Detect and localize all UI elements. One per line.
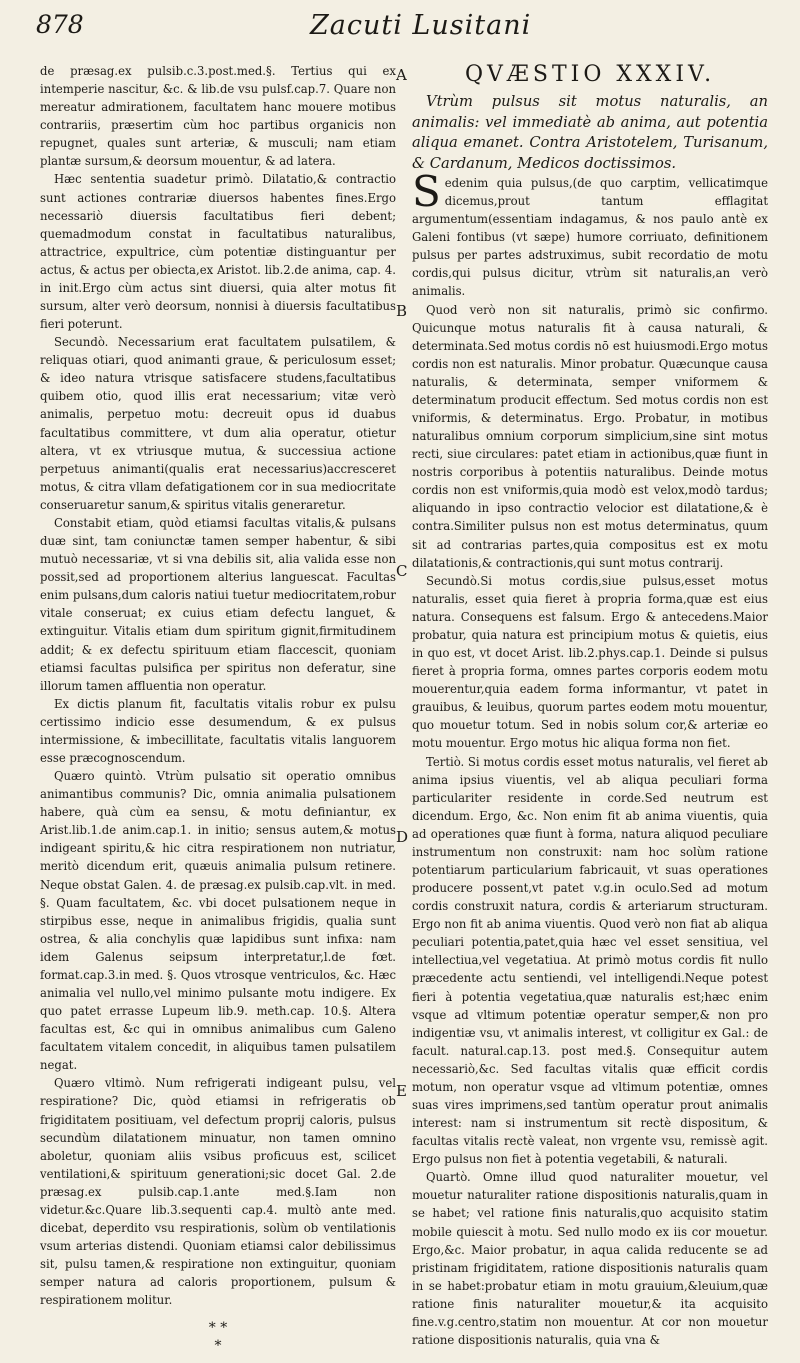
paragraph: Hæc sententia suadetur primò. Dilatatio,& contractio sunt actiones contrariæ diuersos habentes fines.Ergo necessariò diuersis facultatibus fieri debent; quemadmodum constat in facultatibus naturalibus, attractrice, expultrice, cùm potentiæ distinguantur per actus, & actus per obiecta,ex Aristot. lib.2.de anima, cap. 4. in init.Ergo cùm actus sint diuersi, quia alter motus fit sursum, alter verò deorsum, nonnisi à diuersis facultatibus fieri poterunt. (40, 172, 396, 332)
running-title: Zacuti Lusitani (310, 10, 532, 41)
ornament-stars: * * (208, 1320, 228, 1337)
margin-letter-d: D (396, 828, 409, 846)
running-head (0, 6, 800, 52)
ornament-star: * (214, 1338, 222, 1355)
right-column (412, 62, 768, 1349)
paragraph: Quartò. Omne illud quod naturaliter mouetur, vel mouetur naturaliter ratione dispositionis naturalis,quam in se habet; vel ratione finis naturalis,quo acquisito statim mobile quiescit à motu. Sed nullo modo ex iis cor mouetur. Ergo,&c. Maior probatur, in aqua calida reducente se ad pristinam frigiditatem, ratione dispositionis naturalis quam in se habet:probatur etiam in motu grauium,&leuium,quæ ratione finis naturaliter mouetur,& ita acquisito fine.v.g.centro,statim non mouentur. At cor non mouetur ratione dispositionis naturalis, quia vna & (412, 1170, 768, 1347)
paragraph: de præsag.ex pulsib.c.3.post.med.§. Tertius qui ex intemperie nascitur, &c. & lib.de vsu pulsf.cap.7. Quare non mereatur admirationem, facultatem hanc mouere motibus contrariis, præsertim cùm hoc partibus organicis non repugnet, quales sunt arteriæ, & musculi; nam etiam plantæ sursum,& deorsum mouentur, & ad latera. (40, 64, 396, 169)
paragraph: Ex dictis planum fit, facultatis vitalis robur ex pulsu certissimo indicio esse desumendum, & ex pulsus intermissione, & imbecillitate, facultatis vitalis languorem esse præcognoscendum. (40, 696, 396, 765)
question-rubric: Vtrùm pulsus sit motus naturalis, an animalis: vel immediatè ab anima, aut potentia aliqua emanet. Contra Aristotelem, Turisanum, & Cardanum, Medicos doctissimos. (412, 93, 768, 172)
opening-paragraph (412, 167, 768, 301)
paragraph: Secundò. Necessarium erat facultatem pulsatilem, & reliquas otiari, quod animanti graue, & periculosum esset; & ideo natura vtrisque satisfacere studens,facultatibus quibem otio, quod illis erat necessarium; vitæ verò animalis, perpetuo motu: decreuit opus id duabus facultatibus committere, vt dum alia operatur, otietur altera, vt ex vtriusque mutua, & successiua actione perpetuus animanti(qualis erat necessarius)accresceret motus, & citra vllam defatigationem cor in sua mediocritate conseruaretur sanum,& spiritus vitalis generaretur. (40, 335, 396, 512)
end-ornament (40, 1319, 396, 1355)
margin-letter-c: C (396, 562, 408, 580)
paragraph: Quæro quintò. Vtrùm pulsatio sit operatio omnibus animantibus communis? Dic, omnia animalia pulsationem habere, quà cùm ea sensu, & motu definiantur, ex Arist.lib.1.de anim.cap.1. in initio; sensus autem,& motus indigeant spiritu,& hic citra respirationem non nutriatur, meritò dicendum erit, quæuis animalia pulsum retinere. Neque obstat Galen. 4. de præsag.ex pulsib.cap.vlt. in med. §. Quam facultatem, &c. vbi docet pulsationem neque in stirpibus esse, neque in animalibus frigidis, qualia sunt ostrea, & alia conchylis quæ lapidibus sunt infixa: nam idem Galenus seipsum interpretatur,l.de fœt. format.cap.3.in med. §. Quos vtrosque ventriculos, &c. Hæc animalia vel nullo,vel minimo pulsante motu indigere. Ex quo patet errasse Lupeum lib.9. meth.cap. 10.§. Altera facultas est, &c qui in omnibus animalibus cum Galeno facultatem vitalem concedit, in aliquibus tamen pulsatilem negat. (40, 769, 396, 1073)
margin-letter-b: B (396, 302, 408, 320)
question-title: QVÆSTIO XXXIV. (464, 62, 716, 87)
margin-letter-e: E (396, 1082, 407, 1100)
page-number: 878 (36, 10, 84, 39)
drop-cap: S (412, 167, 441, 216)
margin-letter-a: A (396, 66, 407, 84)
paragraph: Constabit etiam, quòd etiamsi facultas vitalis,& pulsans duæ sint, tam coniunctæ tamen semper habentur, & sibi mutuò necessariæ, vt si vna debilis sit, alia valida esse non possit,sed ad proportionem alterius languescat. Facultas enim pulsans,dum caloris natiui tuetur mediocritatem,robur vitale conseruat; ex cuius etiam defectu languet, & extinguitur. Vitalis etiam dum spiritum gignit,firmitudinem addit; & ex defectu spirituum etiam flaccescit, quoniam etiamsi facultas pulsifica per spiritus non deferatur, sine illorum tamen affluentia non operatur. (40, 515, 396, 693)
paragraph: Secundò.Si motus cordis,siue pulsus,esset motus naturalis, esset quia fieret à propria forma,quæ est eius natura. Consequens est falsum. Ergo & antecedens.Maior probatur, quia natura est principium motus & quietis, eius in quo est, vt docet Arist. lib.2.phys.cap.1. Deinde si pulsus fieret à propria forma, omnes partes corporis eodem motu mouerentur,quia eadem forma informantur, vt patet in grauibus, & leuibus, quorum partes eodem motu mouentur, quo mouetur totum. Sed in nobis solum cor,& arteriæ eo motu mouentur. Ergo motus hic aliqua forma non fiet. (412, 573, 768, 751)
opening-text: edenim quia pulsus,(de quo carptim, vellicatimque dicemus,prout tantum efflagitat argumentum(essentiam indagamus, & nos paulo antè ex Galeni fontibus (vt sæpe) humore corriuato, definitionem pulsus per partes adstruximus, subit recordatio de motu cordis,qui pulsus dicitur, vtrùm sit naturalis,an verò animalis. (412, 176, 768, 299)
paragraph: Quæro vltimò. Num refrigerati indigeant pulsu, vel respiratione? Dic, quòd etiamsi in refrigeratis ob frigiditatem positiuam, vel defectum proprij caloris, pulsus secundùm dilatationem minuatur, non tamen omnino aboletur, quoniam aliis vsibus proficuus est, scilicet ventilationi,& spirituum generationi;sic docet Gal. 2.de præsag.ex pulsib.cap.1.ante med.§.Iam non videtur.&c.Quare lib.3.sequenti cap.4. multò ante med. dicebat, deperdito vsu respirationis, solùm ob ventilationis vsum arterias distendi. Quoniam etiamsi calor debilissimus sit, pulsu tamen,& respiratione non extinguitur, quoniam semper natura ad caloris proportionem, pulsum & respirationem molitur. (40, 1076, 396, 1308)
paragraph: Quod verò non sit naturalis, primò sic confirmo. Quicunque motus naturalis fit à causa naturali, & determinata.Sed motus cordis nō est huiusmodi.Ergo motus cordis non est naturalis. Minor probatur. Quæcunque causa naturalis, & determinata, semper vniformem & determinatum producit effectum. Sed motus cordis non est vniformis, & determinatus. Ergo. Probatur, in motibus naturalibus omnium corporum simplicium,sine sint motus recti, siue circulares: patet etiam in actionibus,quæ fiunt in nostris corporibus à potentiis naturalibus. Deinde motus cordis non est vniformis,quia modò est velox,modò tardus; aliquando in ipso contractio velocior est dilatatione,& è contra.Similiter pulsus non est motus determinatus, quum sit ad contrarias partes,quia compositus est ex motu dilatationis,& contractionis,qui sunt motus contrarij. (412, 302, 768, 570)
paragraph: Tertiò. Si motus cordis esset motus naturalis, vel fieret ab anima ipsius viuentis, vel ab aliqua peculiari forma particulariter residente in corde.Sed neutrum est dicendum. Ergo, &c. Non enim fit ab anima viuentis, quia ad operationes quæ fiunt à forma, natura aliquod peculiare instrumentum non construxit: nam hoc solùm ratione potentiarum particularium fabricauit, vt suas operationes producere possent,vt patet v.g.in oculo.Sed ad motum cordis construxit natura, cordis & arteriarum structuram. Ergo non fit ab anima viuentis. Quod verò non fiat ab aliqua peculiari potentia,patet,quia hæc vel esset sensitiua, vel intellectiua,vel vegetatiua. At primò motus cordis fit nullo præcedente actu sentiendi, vel intelligendi.Neque potest fieri à potentia vegetatiua,quæ naturalis est;hæc enim vsque ad vltimum potentiæ operatur semper,& non pro indigentiæ vsu, vt animalis interest, vt colligitur ex Gal.: de facult. natural.cap.13. post med.§. Consequitur autem necessariò,&c. Sed facultas vitalis quæ efficit cordis motum, non operatur vsque ad vltimum potentiæ, omnes suas vires imprimens,sed tantùm operatur prout animalis interest: nam si instrumentum sit rectè dispositum, & facultas vitalis rectè valeat, non vrgente vsu, remissè agit. Ergo pulsus non fiet à potentia vegetabili, & naturali. (412, 754, 768, 1167)
left-column (40, 62, 396, 1355)
